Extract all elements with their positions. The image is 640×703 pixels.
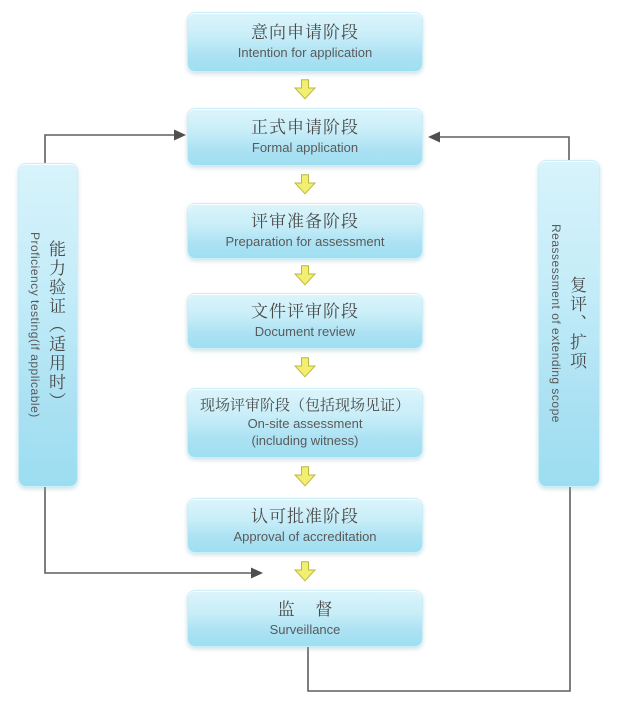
box-label-en: Formal application [251,140,359,156]
box-label-en: On-site assessment [247,416,363,432]
box-label-en2: (including witness) [251,433,359,449]
side-label-zh: 能力验证（适用时） [46,239,65,411]
box-label-en: Document review [254,324,356,340]
box-label-en: Intention for application [237,45,373,61]
box-label-zh: 现场评审阶段（包括现场见证） [199,396,410,414]
side-box-reassessment [538,160,600,487]
box-label-en: Approval of accreditation [233,528,377,544]
arrowhead-right-icon [174,130,186,141]
arrowhead-left-icon [428,132,440,143]
arrowhead-right-icon [251,568,263,579]
box-label-zh: 评审准备阶段 [251,212,359,232]
down-arrow-icon [294,357,316,378]
side-label-en: Reassessment of extending scope [549,224,563,423]
down-arrow-icon [294,79,316,100]
box-label-en: Preparation for assessment [225,234,385,250]
flow-box-approval [187,498,423,553]
flow-box-surveillance [187,590,423,647]
connector-proficiency-to-formal [45,135,175,163]
down-arrow-icon [294,561,316,582]
side-label-zh: 复评、扩项 [567,276,586,371]
flow-box-preparation [187,203,423,259]
down-arrow-icon [294,174,316,195]
box-label-zh: 认可批准阶段 [251,506,359,526]
flow-box-document-review [187,293,423,349]
side-box-proficiency-testing [18,163,78,487]
box-label-zh: 文件评审阶段 [251,302,359,322]
down-arrow-icon [294,466,316,487]
box-label-zh: 监 督 [277,599,341,619]
side-label-en: Proficiency testing(if applicable) [28,232,42,418]
flow-box-intention [187,12,423,72]
box-label-zh: 正式申请阶段 [251,118,359,138]
box-label-en: Surveillance [269,621,341,637]
flow-box-formal-application [187,108,423,166]
flow-box-onsite-assessment [187,388,423,458]
box-label-zh: 意向申请阶段 [251,23,359,43]
down-arrow-icon [294,265,316,286]
connector-reassessment-to-formal [439,137,569,160]
